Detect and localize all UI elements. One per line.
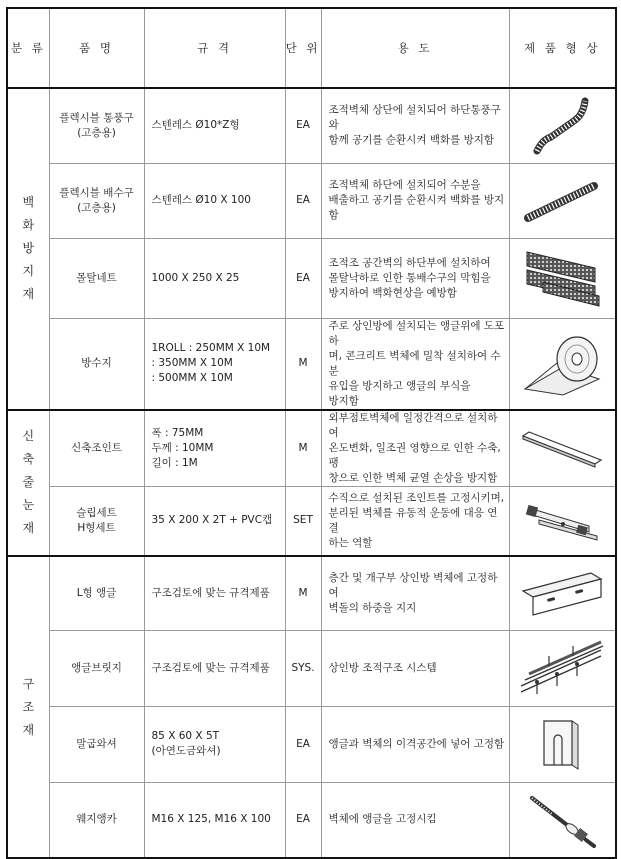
product-spec: M16 X 125, M16 X 100 — [144, 782, 285, 858]
header-spec: 규 격 — [144, 8, 285, 88]
table-row — [7, 238, 616, 318]
product-table — [6, 7, 617, 859]
product-use: 외부점토벽체에 일정간격으로 설치하여 온도변화, 일조권 영향으로 인한 수축, 팽 창으로 인한 벽체 균열 손상을 방지함 — [321, 410, 509, 487]
product-use: 상인방 조적구조 시스템 — [321, 630, 509, 706]
product-spec: 구조검토에 맞는 규격제품 — [144, 556, 285, 630]
table-row — [7, 706, 616, 782]
product-spec: 1ROLL : 250MM X 10M : 350MM X 10M : 500MM X 10M — [144, 318, 285, 410]
product-use: 벽체에 앵글을 고정시킴 — [321, 782, 509, 858]
table-row — [7, 486, 616, 556]
product-unit: M — [285, 318, 321, 410]
mortar-net-icon — [521, 244, 603, 312]
product-name: 플렉시블 통풍구 (고층용) — [49, 88, 144, 163]
product-name: 앵글브릿지 — [49, 630, 144, 706]
product-spec: 85 X 60 X 5T (아연도금와셔) — [144, 706, 285, 782]
product-name: 웨지앵카 — [49, 782, 144, 858]
product-unit: EA — [285, 238, 321, 318]
product-name: 슬립세트 H형세트 — [49, 486, 144, 556]
category-structural: 구 조 재 — [7, 556, 49, 858]
horseshoe-washer-icon — [532, 713, 592, 775]
product-use: 주로 상인방에 설치되는 앵글위에 도포하 며, 콘크리트 벽체에 밀착 설치하여 수분 유입을 방지하고 앵글의 부식을 방지함 — [321, 318, 509, 410]
product-spec: 스텐레스 Ø10 X 100 — [144, 163, 285, 238]
table-row — [7, 630, 616, 706]
header-unit: 단 위 — [285, 8, 321, 88]
product-use: 층간 및 개구부 상인방 벽체에 고정하여 벽돌의 하중을 지지 — [321, 556, 509, 630]
header-shape: 제 품 형 상 — [509, 8, 616, 88]
table-row — [7, 163, 616, 238]
category-efflorescence: 백 화 방 지 재 — [7, 88, 49, 410]
angle-bridge-icon — [517, 636, 607, 700]
category-expansion-joint: 신 축 줄 눈 재 — [7, 410, 49, 557]
table-row — [7, 410, 616, 487]
header-category: 분 류 — [7, 8, 49, 88]
table-row — [7, 782, 616, 858]
waterproof-roll-icon — [519, 331, 605, 397]
table-row — [7, 556, 616, 630]
product-unit: M — [285, 410, 321, 487]
product-use: 조적벽체 상단에 설치되어 하단통풍구와 함께 공기를 순환시켜 백화를 방지함 — [321, 88, 509, 163]
product-name: L형 앵글 — [49, 556, 144, 630]
product-unit: SET — [285, 486, 321, 556]
wedge-anchor-icon — [522, 790, 602, 850]
product-spec: 폭 : 75MM 두께 : 10MM 길이 : 1M — [144, 410, 285, 487]
l-angle-icon — [517, 567, 607, 619]
product-name: 플렉시블 배수구 (고층용) — [49, 163, 144, 238]
table-header-row — [7, 8, 616, 88]
flexible-drain-coil-icon — [522, 176, 602, 226]
product-unit: EA — [285, 88, 321, 163]
table-row — [7, 318, 616, 410]
table-row — [7, 88, 616, 163]
product-spec: 구조검토에 맞는 규격제품 — [144, 630, 285, 706]
product-unit: SYS. — [285, 630, 321, 706]
slip-set-icon — [519, 498, 605, 544]
product-unit: EA — [285, 163, 321, 238]
product-use: 앵글과 벽체의 이격공간에 넣어 고정함 — [321, 706, 509, 782]
product-use: 조적조 공간벽의 하단부에 설치하여 몰탈낙하로 인한 통배수구의 막힘을 방지하여 백화현상을 예방함 — [321, 238, 509, 318]
expansion-joint-strip-icon — [519, 426, 605, 470]
product-use: 조적벽체 하단에 설치되어 수분을 배출하고 공기를 순환시켜 백화를 방지함 — [321, 163, 509, 238]
product-name: 신축조인트 — [49, 410, 144, 487]
product-use: 수직으로 설치된 조인트를 고정시키며, 분리된 벽체를 유동적 운동에 대응 연결 하는 역할 — [321, 486, 509, 556]
product-spec: 스텐레스 Ø10*Z형 — [144, 88, 285, 163]
flexible-vent-z-icon — [527, 93, 597, 159]
product-unit: EA — [285, 782, 321, 858]
product-name: 방수지 — [49, 318, 144, 410]
product-spec: 1000 X 250 X 25 — [144, 238, 285, 318]
header-name: 품 명 — [49, 8, 144, 88]
product-name: 말굽와셔 — [49, 706, 144, 782]
product-unit: EA — [285, 706, 321, 782]
product-spec: 35 X 200 X 2T + PVC캡 — [144, 486, 285, 556]
product-name: 몰탈네트 — [49, 238, 144, 318]
header-use: 용 도 — [321, 8, 509, 88]
product-unit: M — [285, 556, 321, 630]
product-spec-sheet — [6, 7, 615, 824]
